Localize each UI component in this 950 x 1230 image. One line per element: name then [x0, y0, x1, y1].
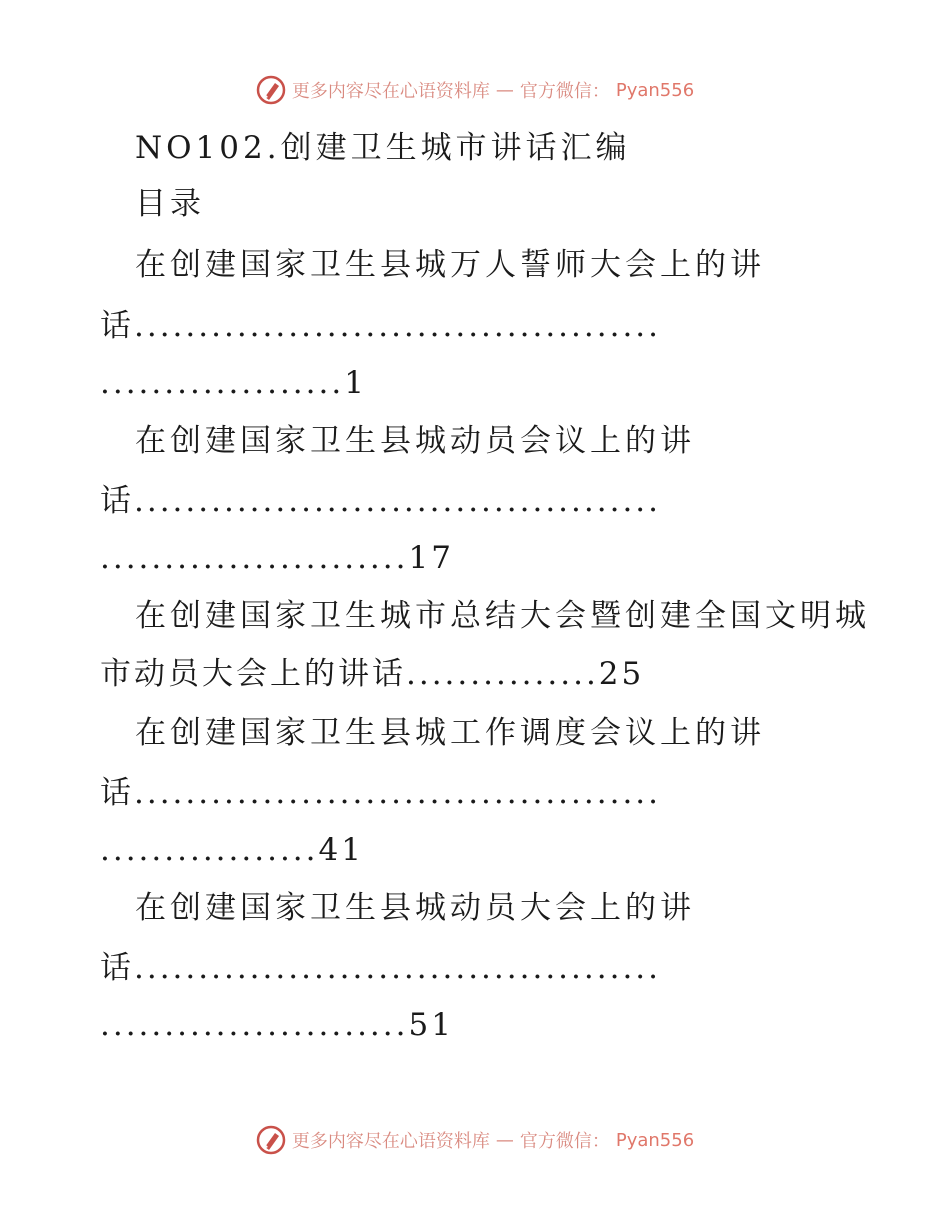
watermark-label: 官方微信： — [519, 1131, 610, 1152]
watermark-id: Pyan556 — [615, 1129, 695, 1151]
header-watermark — [0, 70, 950, 110]
toc-heading: 目录 — [135, 186, 205, 222]
toc-entry-3-leader: 市动员大会上的讲话...............25 — [100, 656, 645, 692]
toc-entry-4-page: .................41 — [100, 832, 364, 868]
watermark-text: 更多内容尽在心语资料库 — [291, 1131, 490, 1152]
watermark-text: 更多内容尽在心语资料库 — [291, 81, 490, 102]
toc-entry-5-page: ........................51 — [100, 1007, 454, 1043]
watermark-id: Pyan556 — [615, 79, 695, 101]
toc-entry-2-leader: 话......................................... — [100, 483, 662, 519]
toc-entry-1-title[interactable]: 在创建国家卫生县城万人誓师大会上的讲 — [135, 247, 765, 283]
pen-logo-icon — [256, 75, 286, 105]
toc-entry-1-page: ...................1 — [100, 365, 367, 401]
document-title: NO102.创建卫生城市讲话汇编 — [135, 130, 631, 166]
toc-entry-4-leader: 话......................................... — [100, 775, 662, 811]
watermark-separator: — — [495, 1129, 514, 1151]
pen-logo-icon — [256, 1125, 286, 1155]
toc-entry-3-title[interactable]: 在创建国家卫生城市总结大会暨创建全国文明城 — [135, 598, 870, 634]
toc-entry-2-page: ........................17 — [100, 540, 454, 576]
toc-entry-5-leader: 话......................................... — [100, 950, 662, 986]
toc-entry-2-title[interactable]: 在创建国家卫生县城动员会议上的讲 — [135, 423, 695, 459]
footer-watermark — [0, 1120, 950, 1160]
toc-entry-1-leader: 话......................................... — [100, 308, 662, 344]
watermark-separator: — — [495, 79, 514, 101]
toc-entry-5-title[interactable]: 在创建国家卫生县城动员大会上的讲 — [135, 890, 695, 926]
toc-entry-4-title[interactable]: 在创建国家卫生县城工作调度会议上的讲 — [135, 715, 765, 751]
watermark-label: 官方微信： — [519, 81, 610, 102]
